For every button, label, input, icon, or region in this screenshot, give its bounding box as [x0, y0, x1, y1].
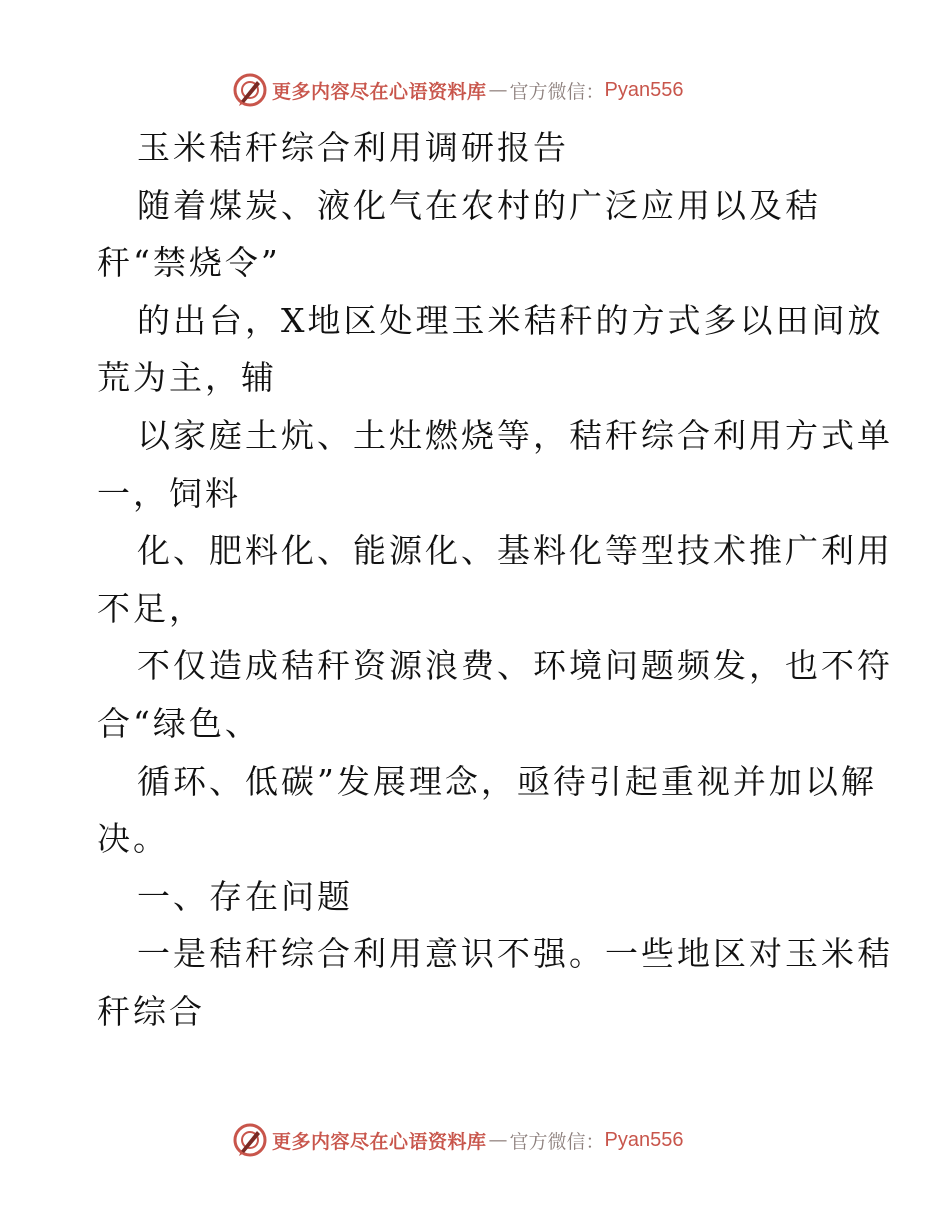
- watermark-text: 更多内容尽在心语资料库: [272, 1130, 487, 1153]
- document-body: [97, 119, 893, 1041]
- text-line: 合“绿色、: [97, 703, 261, 743]
- watermark-wechat-label: 官方微信：: [509, 1130, 605, 1153]
- document-title: 玉米秸秆综合利用调研报告: [137, 128, 569, 167]
- text-line: 一是秸秆综合利用意识不强。一些地区对玉米秸: [137, 934, 893, 974]
- text-line: 荒为主，辅: [97, 358, 277, 398]
- text-line: 不仅造成秸秆资源浪费、环境问题频发，也不符: [137, 646, 893, 686]
- watermark-dash: —: [488, 79, 508, 101]
- text-line: 化、肥料化、能源化、基料化等型技术推广利用: [137, 531, 893, 571]
- watermark-wechat-id: Pyan556: [604, 78, 684, 101]
- text-line: 秆综合: [97, 991, 205, 1031]
- text-line: 一、存在问题: [137, 876, 353, 916]
- text-line: 随着煤炭、液化气在农村的广泛应用以及秸: [137, 185, 821, 225]
- pen-logo-icon: [232, 1122, 268, 1158]
- text-line: 不足，: [97, 588, 205, 628]
- pen-logo-icon: [232, 72, 268, 108]
- text-line: 秆“禁烧令”: [97, 243, 281, 283]
- watermark-dash: —: [488, 1129, 508, 1151]
- watermark-text: 更多内容尽在心语资料库: [272, 80, 487, 103]
- text-line: 循环、低碳”发展理念，亟待引起重视并加以解: [137, 761, 877, 801]
- text-line: 决。: [97, 819, 169, 859]
- watermark-wechat-id: Pyan556: [604, 1128, 684, 1151]
- text-line: 的出台，X地区处理玉米秸秆的方式多以田间放: [137, 300, 884, 340]
- header-watermark: [232, 70, 684, 110]
- text-line: 以家庭土炕、土灶燃烧等，秸秆综合利用方式单: [137, 415, 893, 455]
- text-line: 一，饲料: [97, 473, 241, 513]
- watermark-wechat-label: 官方微信：: [509, 80, 605, 103]
- footer-watermark: [232, 1120, 684, 1160]
